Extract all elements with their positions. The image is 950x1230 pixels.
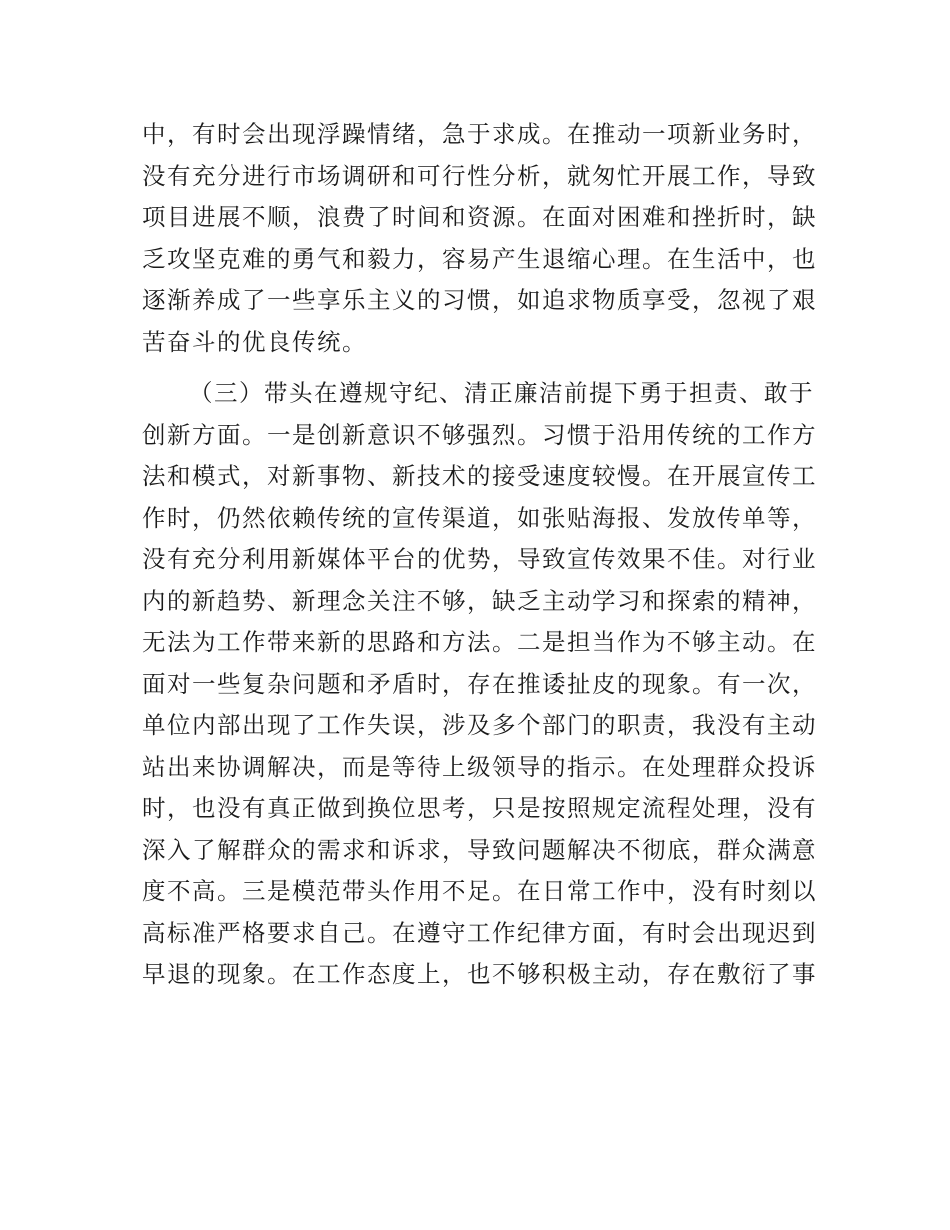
text-line: 项目进展不顺，浪费了时间和资源。在面对困难和挫折时，缺 (142, 203, 817, 231)
text-line: 中，有时会出现浮躁情绪，急于求成。在推动一项新业务时， (142, 120, 817, 148)
text-line: 作时，仍然依赖传统的宣传渠道，如张贴海报、发放传单等， (142, 503, 817, 532)
text-line: 面对一些复杂问题和矛盾时，存在推诿扯皮的现象。有一次， (142, 669, 817, 698)
text-line: 苦奋斗的优良传统。 (142, 327, 367, 356)
text-line: 无法为工作带来新的思路和方法。二是担当作为不够主动。在 (142, 628, 817, 656)
text-line: 逐渐养成了一些享乐主义的习惯，如追求物质享受，忽视了艰 (142, 286, 817, 314)
text-line: 法和模式，对新事物、新技术的接受速度较慢。在开展宣传工 (142, 462, 817, 490)
paragraph-continuation (142, 114, 817, 363)
text-line: 度不高。三是模范带头作用不足。在日常工作中，没有时刻以 (142, 877, 817, 905)
text-line: 创新方面。一是创新意识不够强烈。习惯于沿用传统的工作方 (142, 420, 817, 449)
text-line: 深入了解群众的需求和诉求，导致问题解决不彻底，群众满意 (142, 835, 817, 864)
text-line: 站出来协调解决，而是等待上级领导的指示。在处理群众投诉 (142, 752, 817, 781)
text-line: 高标准严格要求自己。在遵守工作纪律方面，有时会出现迟到 (142, 918, 817, 947)
document-body (142, 114, 817, 996)
text-line: 时，也没有真正做到换位思考，只是按照规定流程处理，没有 (142, 794, 817, 822)
text-line: 早退的现象。在工作态度上，也不够积极主动，存在敷衍了事 (142, 960, 817, 988)
text-line: 内的新趋势、新理念关注不够，缺乏主动学习和探索的精神， (142, 586, 817, 615)
text-line: 没有充分进行市场调研和可行性分析，就匆忙开展工作，导致 (142, 161, 817, 190)
text-line: 没有充分利用新媒体平台的优势，导致宣传效果不佳。对行业 (142, 545, 817, 573)
paragraph-section-three (142, 373, 817, 996)
text-line: （三）带头在遵规守纪、清正廉洁前提下勇于担责、敢于 (189, 379, 814, 407)
text-line: 单位内部出现了工作失误，涉及多个部门的职责，我没有主动 (142, 711, 817, 739)
text-line: 乏攻坚克难的勇气和毅力，容易产生退缩心理。在生活中，也 (142, 244, 817, 273)
